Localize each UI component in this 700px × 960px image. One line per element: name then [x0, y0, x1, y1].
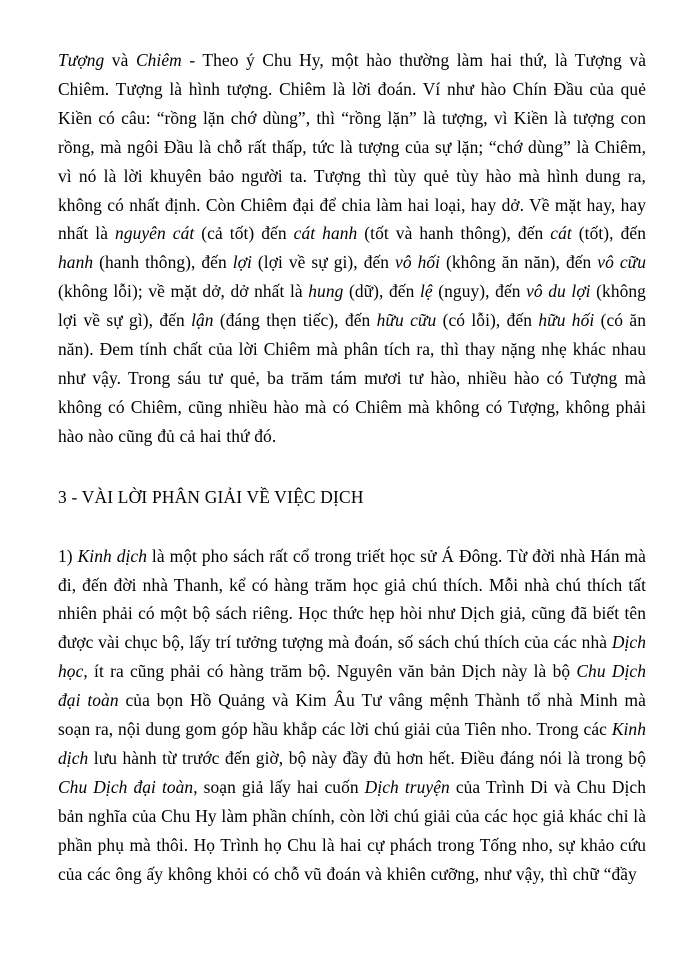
- text-run: , ít ra cũng phải có hàng trăm bộ. Nguyên văn bản Dịch này là bộ: [83, 661, 577, 682]
- italic-run: Tượng: [58, 50, 105, 70]
- italic-run: Kinh dịch: [77, 545, 147, 566]
- text-run: (tốt và hanh thông), đến: [357, 223, 551, 244]
- text-run: của bọn Hồ Quảng và Kim Âu Tư vâng mệnh Thành tổ nhà Minh mà soạn ra, nội dung gom góp hầu khắp các lời chú giải của Tiên nho. Trong các: [58, 690, 646, 740]
- italic-run: hữu hối: [538, 310, 595, 331]
- italic-run: Dịch học: [58, 632, 646, 682]
- italic-run: lệ: [419, 281, 433, 302]
- italic-run: cát hanh: [293, 223, 358, 244]
- text-column: [58, 46, 646, 888]
- text-run: (cả tốt) đến: [194, 223, 294, 244]
- text-run: , soạn giả lấy hai cuốn: [193, 776, 365, 797]
- italic-run: Dịch truyện: [364, 776, 450, 797]
- italic-run: lợi: [232, 252, 252, 273]
- italic-run: vô cữu: [597, 252, 646, 273]
- italic-run: Chu Dịch đại toàn: [58, 661, 646, 711]
- text-run: (không lỗi); về mặt dở, dở nhất là: [58, 281, 309, 302]
- text-run: (hanh thông), đến: [93, 252, 233, 273]
- italic-run: Chiêm: [135, 50, 182, 70]
- text-run: (có lỗi), đến: [436, 310, 539, 331]
- section-heading-vai-loi-phan-giai: [58, 483, 646, 512]
- text-run: (không lợi về sự gì), đến: [58, 281, 646, 331]
- italic-run: lận: [191, 310, 214, 331]
- text-run: (dữ), đến: [343, 281, 420, 302]
- paragraph-tuong-va-chiem: [58, 46, 646, 451]
- text-run: là một pho sách rất cổ trong triết học sử Á Đông. Từ đời nhà Hán mà đi, đến đời nhà Thanh, kể có hàng trăm học giả chú thích. Mỗi nhà chú thích tất nhiên phải có một bộ sách riêng. Học thức hẹp hòi như Dịch giả, cũng đã biết tên được vài chục bộ, lấy trí tưởng tượng mà đoán, số sách chú thích của các nhà: [58, 545, 646, 653]
- text-run: lưu hành từ trước đến giờ, bộ này đầy đủ hơn hết. Điều đáng nói là trong bộ: [88, 747, 646, 768]
- italic-run: Chu Dịch đại toàn: [58, 776, 194, 797]
- italic-run: hung: [308, 281, 344, 302]
- italic-run: nguyên cát: [115, 223, 195, 244]
- text-run: 1): [58, 545, 78, 566]
- paragraph-1-kinh-dich: [58, 542, 646, 889]
- text-run: (nguy), đến: [432, 281, 527, 302]
- italic-run: vô hối: [395, 252, 441, 273]
- text-run: 3 - VÀI LỜI PHÂN GIẢI VỀ VIỆC DỊCH: [58, 486, 364, 507]
- text-run: - Theo ý Chu Hy, một hào thường làm hai thứ, là Tượng và Chiêm. Tượng là hình tượng. Chiêm là lời đoán. Ví như hào Chín Đầu của quẻ Kiền có câu: “rồng lặn chớ dùng”, thì “rồng lặn” là tượng, vì Kiền là tượng con rồng, mà ngôi Đầu là chỗ rất thấp, tức là tượng của sự lặn; “chớ dùng” là Chiêm, vì nó là lời khuyên bảo người ta. Tượng thì tùy quẻ tùy hào mà hình dung ra, không có nhất định. Còn Chiêm đại để chia làm hai loại, hay dở. Về mặt hay, hay nhất là: [58, 50, 646, 244]
- italic-run: hanh: [58, 252, 94, 273]
- italic-run: vô du lợi: [526, 281, 591, 302]
- text-run: (tốt), đến: [571, 223, 646, 244]
- text-run: (đáng thẹn tiếc), đến: [213, 310, 377, 331]
- text-run: (có ăn năn). Đem tính chất của lời Chiêm mà phân tích ra, thì thay nặng nhẹ khác nhau như vậy. Trong sáu tư quẻ, ba trăm tám mươi tư hào, nhiều hào có Tượng mà không có Chiêm, cũng nhiều hào mà có Chiêm mà không có Tượng, không phải hào nào cũng đủ cả hai thứ đó.: [58, 310, 646, 446]
- italic-run: Kinh dịch: [58, 719, 646, 768]
- text-run: và: [104, 50, 136, 70]
- text-run: (lợi về sự gi), đến: [251, 252, 396, 273]
- text-run: (không ăn năn), đến: [440, 252, 598, 273]
- italic-run: cát: [550, 223, 572, 244]
- italic-run: hữu cữu: [376, 310, 437, 331]
- text-run: của Trình Di và Chu Dịch bản nghĩa của Chu Hy làm phần chính, còn lời chú giải của các học giả khác chỉ là phần phụ mà thôi. Họ Trình họ Chu là hai cự phách trong Tống nho, sự khảo cứu của các ông ấy không khỏi có chỗ vũ đoán và khiên cưỡng, như vậy, thì chữ “đầy: [58, 776, 647, 884]
